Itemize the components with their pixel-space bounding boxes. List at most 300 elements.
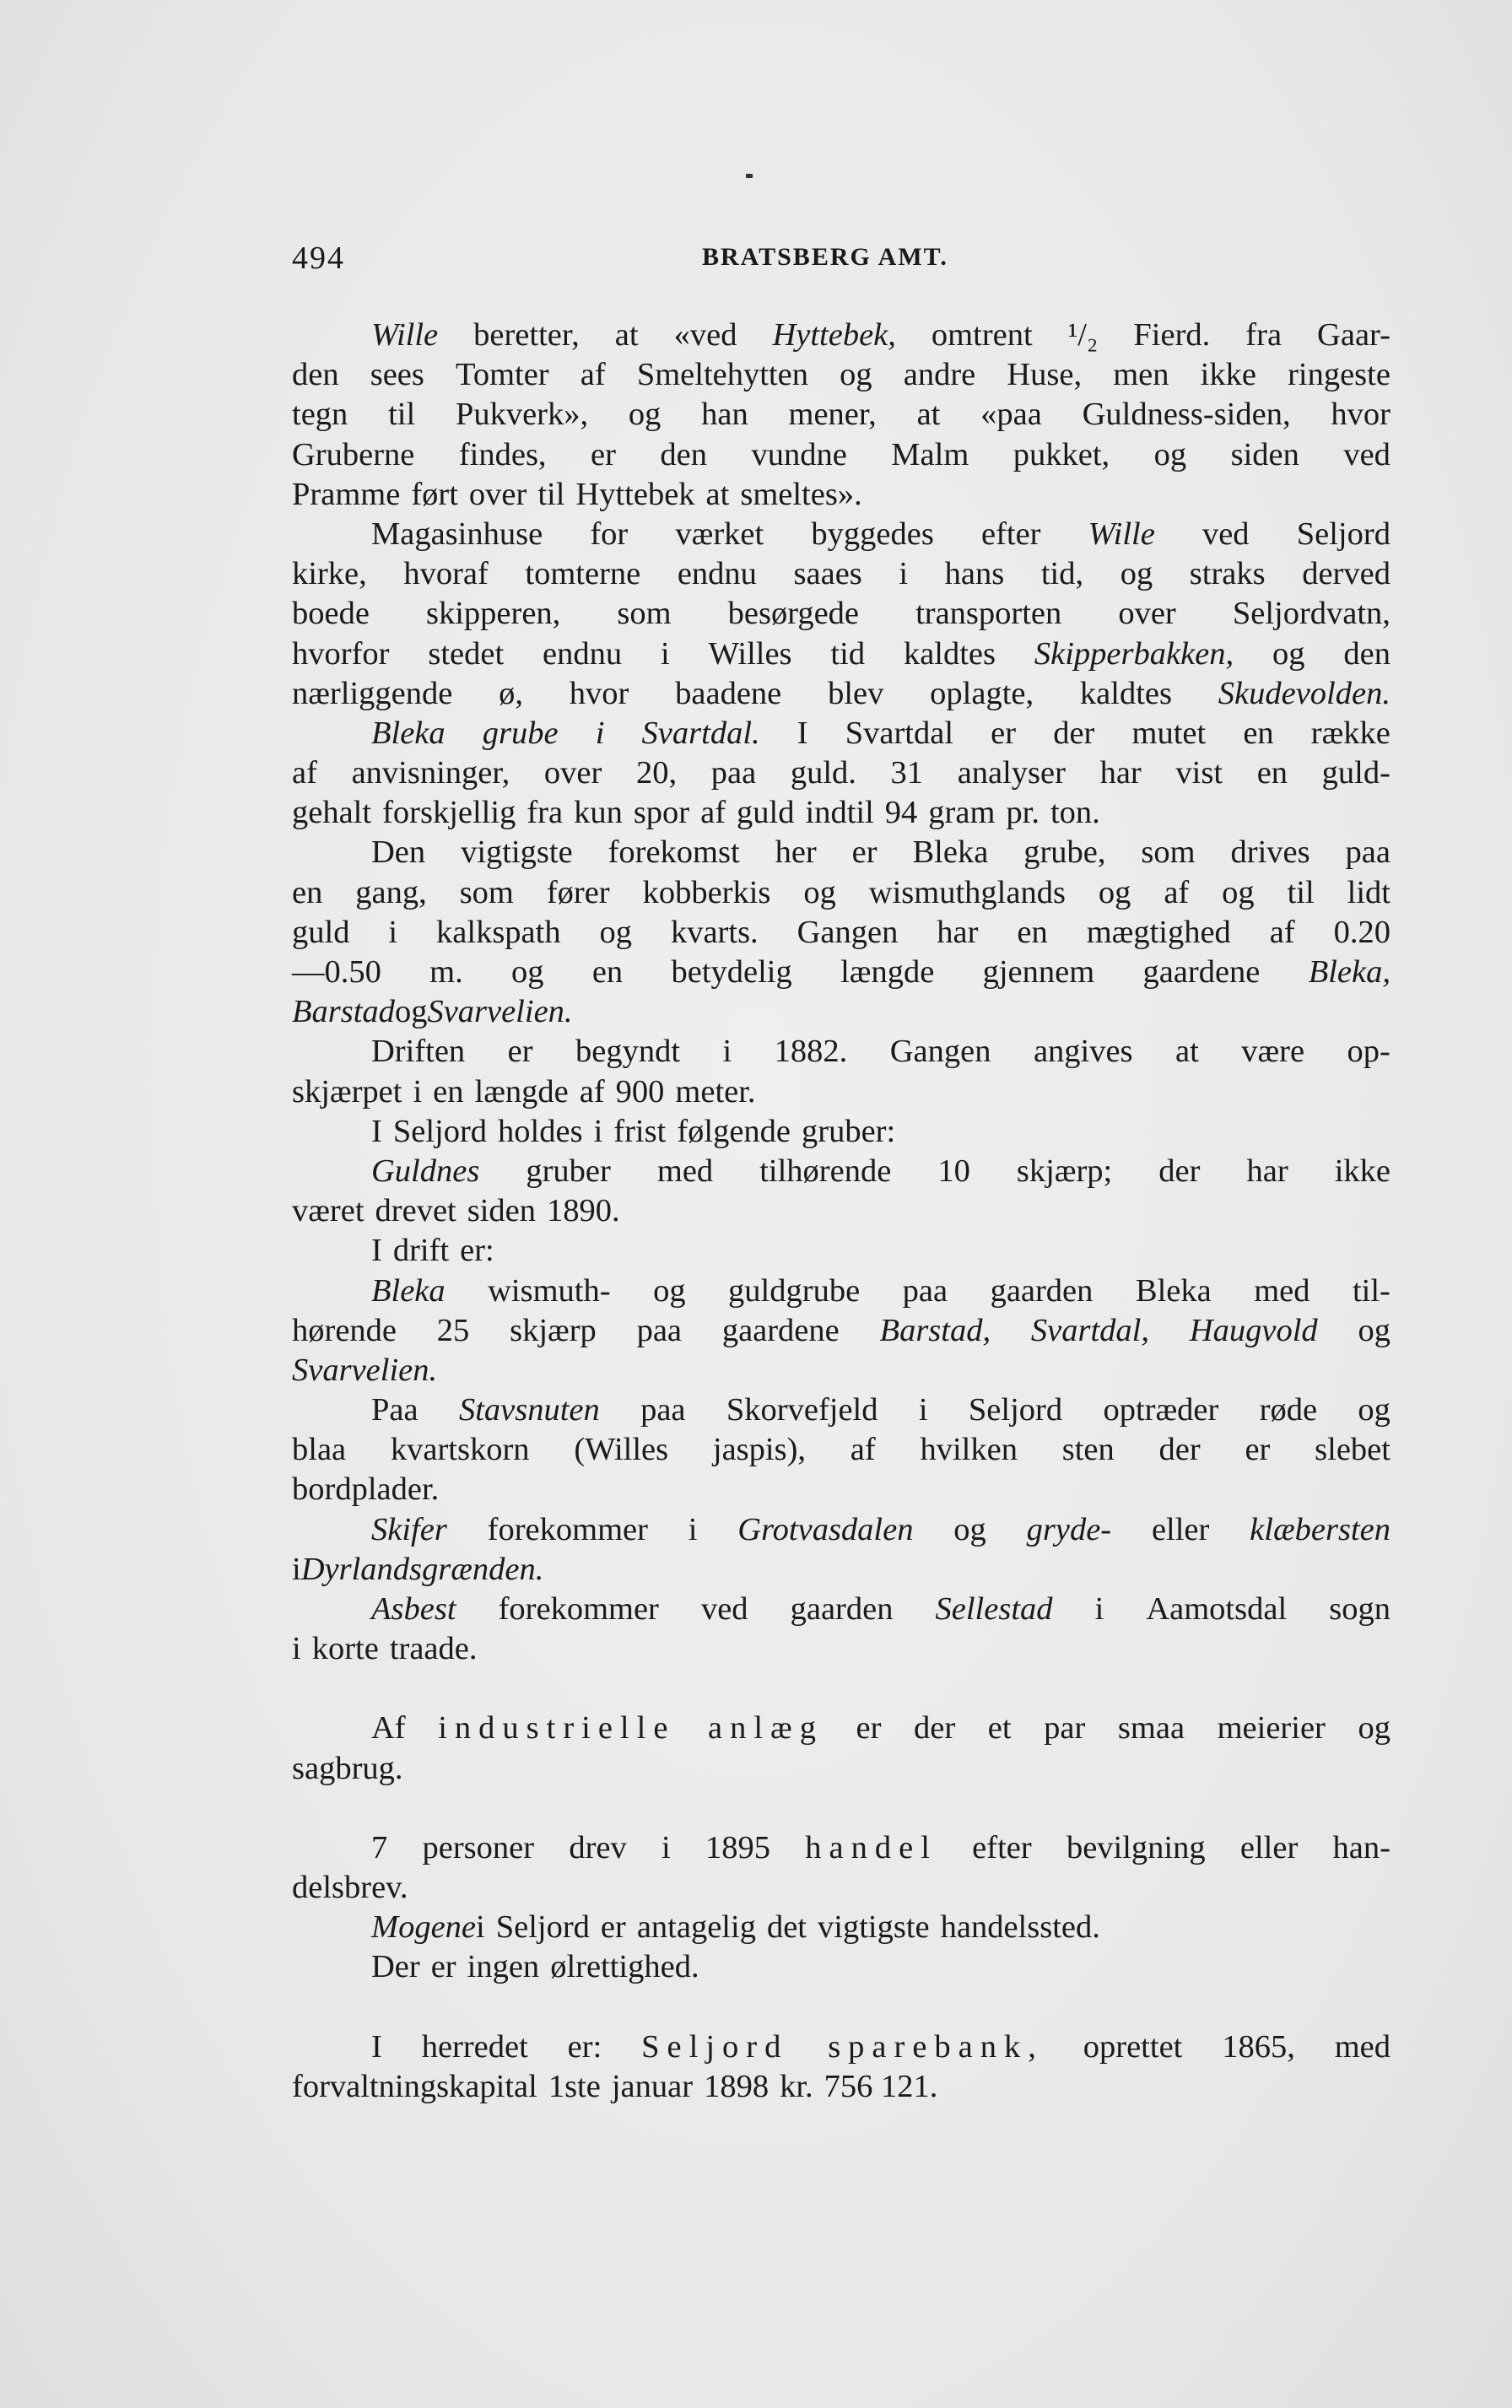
word: Fierd. xyxy=(1133,317,1211,353)
word: antagelig xyxy=(636,1909,756,1946)
word: været xyxy=(292,1193,364,1229)
word: en xyxy=(433,1073,464,1110)
word: guld xyxy=(737,795,795,831)
word: der xyxy=(1158,1153,1201,1189)
word: vigtigste xyxy=(461,834,573,871)
word: Aamotsdal xyxy=(1146,1591,1288,1627)
word: nærliggende xyxy=(292,675,453,711)
word: kirke, xyxy=(292,556,367,592)
text-line xyxy=(292,1311,1390,1351)
word: Magasinhuse xyxy=(371,516,543,552)
word: I xyxy=(371,2028,382,2065)
word: handel xyxy=(805,1829,937,1865)
word: er xyxy=(851,834,878,871)
word: hørende xyxy=(292,1312,397,1348)
text-line xyxy=(292,515,1390,554)
word: andre xyxy=(903,357,976,393)
word: og xyxy=(1272,635,1305,672)
word: ingen xyxy=(467,1949,540,1985)
word: derved xyxy=(1302,556,1390,592)
word: (Willes xyxy=(574,1432,669,1468)
word: fører xyxy=(546,874,610,910)
word: af xyxy=(700,795,726,831)
word: Wille xyxy=(371,317,439,353)
word: I xyxy=(371,1233,382,1269)
word: af xyxy=(850,1432,876,1468)
word: gryde- xyxy=(1026,1511,1112,1547)
word: Bleka xyxy=(371,715,446,751)
text-line xyxy=(292,475,1390,515)
word: jaspis), xyxy=(712,1432,807,1468)
word: beretter, xyxy=(473,317,580,353)
word: skjærp; xyxy=(1016,1153,1113,1189)
text-line xyxy=(292,1868,1390,1908)
word: gruber xyxy=(526,1153,611,1189)
word: er xyxy=(600,1909,626,1946)
word: Guldnes xyxy=(371,1153,480,1189)
word: paa xyxy=(710,755,757,791)
word: gjennem xyxy=(982,954,1095,990)
word: den xyxy=(1343,635,1390,672)
word: ø, xyxy=(499,675,523,711)
word: hvoraf xyxy=(403,556,489,592)
word: wismuth- xyxy=(488,1272,611,1309)
page-number: 494 xyxy=(292,240,345,276)
word: Af xyxy=(371,1710,406,1747)
word: 1890. xyxy=(547,1193,620,1229)
word: grube xyxy=(482,715,559,751)
word: og xyxy=(394,994,428,1030)
word: gaardene xyxy=(721,1312,840,1348)
word: Barstad, xyxy=(879,1312,991,1348)
word: personer xyxy=(422,1829,535,1865)
word: vundne xyxy=(751,436,847,472)
word: Seljord xyxy=(1296,516,1390,552)
word: guldgrube xyxy=(728,1272,861,1309)
word: og xyxy=(1358,1392,1390,1428)
text-line xyxy=(292,316,1390,355)
word: den xyxy=(660,436,708,472)
word: for xyxy=(590,516,629,552)
word: efter xyxy=(972,1829,1032,1865)
text-line xyxy=(292,753,1390,793)
word: Svartdal. xyxy=(641,715,760,751)
word: vist xyxy=(1175,755,1223,791)
word: «paa xyxy=(980,397,1042,433)
word: en xyxy=(1243,715,1274,751)
word: drevet xyxy=(375,1193,456,1229)
text-line xyxy=(292,913,1390,953)
word: holdes xyxy=(498,1113,583,1149)
word: har xyxy=(1246,1153,1288,1189)
text-line xyxy=(292,1470,1390,1509)
word: Bleka, xyxy=(1308,954,1390,990)
word: sees xyxy=(370,357,424,393)
text-line xyxy=(292,554,1390,594)
word: herredet xyxy=(421,2028,528,2065)
word: har xyxy=(1099,755,1142,791)
word: skjærpet xyxy=(292,1073,402,1110)
word: sten xyxy=(1061,1432,1115,1468)
word: ved xyxy=(1343,436,1390,472)
text-line xyxy=(292,1152,1390,1191)
word: Gruberne xyxy=(292,436,415,472)
word: tegn xyxy=(292,397,348,433)
word: af xyxy=(579,1073,605,1110)
text-line xyxy=(292,435,1390,475)
word: og xyxy=(1358,1710,1390,1747)
word: guld- xyxy=(1321,755,1390,791)
word: pukket, xyxy=(1012,436,1110,472)
word: over xyxy=(1118,596,1176,632)
word: forvaltningskapital xyxy=(292,2068,537,2104)
word: I xyxy=(371,1113,382,1149)
word: et xyxy=(987,1710,1012,1747)
word: forskjellig xyxy=(382,795,516,831)
word: fra xyxy=(1245,317,1282,353)
word: endnu xyxy=(677,556,757,592)
word: Dyrlandsgrænden. xyxy=(300,1551,544,1587)
word: optræder xyxy=(1103,1392,1219,1428)
word: over xyxy=(543,755,602,791)
word: ton. xyxy=(1050,795,1100,831)
word: frist xyxy=(613,1113,667,1149)
word: Driften xyxy=(371,1034,466,1070)
word: mægtighed xyxy=(1086,914,1231,950)
text-line xyxy=(292,1191,1390,1231)
word: Gangen xyxy=(796,914,899,950)
text-line xyxy=(292,1032,1390,1072)
word: efter xyxy=(980,516,1041,552)
word: anvisninger, xyxy=(351,755,510,791)
word: hvilken xyxy=(920,1432,1018,1468)
text-line xyxy=(292,953,1390,992)
word: boede xyxy=(292,596,370,632)
word: Smeltehytten xyxy=(636,357,808,393)
word: straks xyxy=(1189,556,1266,592)
word: ikke xyxy=(1200,357,1256,393)
word: ført xyxy=(411,476,458,512)
word: op- xyxy=(1347,1034,1390,1070)
paragraph-gap xyxy=(292,1789,1390,1828)
word: Grotvasdalen xyxy=(737,1511,914,1547)
word: er xyxy=(991,715,1017,751)
word: og xyxy=(1120,556,1153,592)
word: Haugvold xyxy=(1189,1312,1318,1348)
word: Skorvefjeld xyxy=(726,1392,878,1428)
word: kvarts. xyxy=(670,914,759,950)
word: blev xyxy=(828,675,884,711)
word: til xyxy=(388,397,416,433)
word: i xyxy=(388,914,398,950)
word: januar xyxy=(611,2068,694,2104)
word: Paa xyxy=(371,1392,418,1428)
word: som xyxy=(617,596,672,632)
word: af xyxy=(1269,914,1295,950)
word: og xyxy=(628,397,662,433)
word: en xyxy=(292,874,323,910)
word: fra xyxy=(526,795,564,831)
word: kr. xyxy=(780,2068,813,2104)
word: ikke xyxy=(1334,1153,1390,1189)
word: Sellestad xyxy=(935,1591,1053,1627)
word: Svartdal xyxy=(845,715,954,751)
word: tid xyxy=(830,635,866,672)
word: pr. xyxy=(1006,795,1040,831)
word: 20, xyxy=(635,755,678,791)
word: 900 xyxy=(615,1073,665,1110)
word: Bleka xyxy=(1135,1272,1212,1309)
word: tid, xyxy=(1040,556,1084,592)
word: skipperen, xyxy=(426,596,561,632)
word: Mogene xyxy=(371,1909,476,1946)
word: kvartskorn xyxy=(390,1432,530,1468)
word: der xyxy=(914,1710,956,1747)
word: wismuthglands xyxy=(868,874,1066,910)
page-header xyxy=(292,240,1389,280)
word: i xyxy=(688,1511,698,1547)
word: Den xyxy=(371,834,426,871)
word: mutet xyxy=(1131,715,1207,751)
word: er xyxy=(856,1710,882,1747)
word: forekommer xyxy=(498,1591,659,1627)
word: af xyxy=(1164,874,1190,910)
word: m. xyxy=(429,954,463,990)
word: saaes xyxy=(793,556,862,592)
word: spor xyxy=(633,795,690,831)
word: Seljord xyxy=(641,2028,789,2065)
word: kun xyxy=(574,795,623,831)
text-line xyxy=(292,634,1390,674)
word: at xyxy=(614,317,639,353)
word: guld xyxy=(292,914,350,950)
word: kobberkis xyxy=(642,874,771,910)
word: industrielle xyxy=(438,1710,676,1747)
word: som xyxy=(459,874,514,910)
word: Svarvelien. xyxy=(292,1352,438,1388)
word: sparebank, xyxy=(828,2028,1044,2065)
word: Guldness-siden, xyxy=(1082,397,1291,433)
text-line xyxy=(292,1749,1390,1789)
word: paa xyxy=(1345,834,1390,871)
word: gruber: xyxy=(802,1113,896,1149)
text-line xyxy=(292,1430,1390,1470)
word: er xyxy=(430,1949,456,1985)
word: af xyxy=(292,755,317,791)
word: ringeste xyxy=(1288,357,1390,393)
word: sogn xyxy=(1329,1591,1390,1627)
word: handelssted. xyxy=(940,1909,1100,1946)
word: længde xyxy=(840,954,935,990)
word: der xyxy=(1158,1432,1201,1468)
word: til- xyxy=(1352,1272,1390,1309)
word: og xyxy=(1222,874,1255,910)
word: 1ste xyxy=(548,2068,601,2104)
word: sagbrug. xyxy=(292,1750,403,1786)
word: Der xyxy=(371,1949,420,1985)
text-line xyxy=(292,992,1390,1032)
word: Svartdal, xyxy=(1030,1312,1149,1348)
word: en xyxy=(591,954,624,990)
word: at xyxy=(916,397,941,433)
word: lidt xyxy=(1347,874,1390,910)
word: Gaar- xyxy=(1317,317,1390,353)
word: Skipperbakken, xyxy=(1034,635,1234,672)
word: Wille xyxy=(1088,516,1155,552)
text-line xyxy=(292,395,1390,435)
word: har xyxy=(937,914,979,950)
word: baadene xyxy=(675,675,782,711)
word: Stavsnuten xyxy=(458,1392,600,1428)
word: med xyxy=(656,1153,714,1189)
word: række xyxy=(1310,715,1390,751)
word: findes, xyxy=(458,436,547,472)
word: ved xyxy=(700,1591,748,1627)
word: 31 xyxy=(890,755,924,791)
word: Bleka xyxy=(912,834,989,871)
word: en xyxy=(1017,914,1048,950)
print-mark xyxy=(746,174,753,178)
word: til xyxy=(537,476,565,512)
word: i xyxy=(899,556,909,592)
word: i xyxy=(595,715,605,751)
running-head: BRATSBERG AMT. xyxy=(702,243,948,271)
word: i xyxy=(662,1829,671,1865)
word: kaldtes xyxy=(903,635,996,672)
word: 10 xyxy=(937,1153,970,1189)
text-line xyxy=(292,793,1390,833)
word: i xyxy=(292,1551,301,1587)
word: I xyxy=(796,715,808,751)
word: være xyxy=(1241,1034,1305,1070)
word: han xyxy=(701,397,748,433)
text-line xyxy=(292,1709,1390,1748)
word: gaarden xyxy=(990,1272,1094,1309)
word: Willes xyxy=(708,635,792,672)
word: siden xyxy=(467,1193,537,1229)
text-line xyxy=(292,674,1390,714)
word: hvor xyxy=(569,675,629,711)
word: korte xyxy=(311,1631,379,1667)
word: traade. xyxy=(389,1631,478,1667)
word: 1865, xyxy=(1222,2028,1295,2065)
word: 1895 xyxy=(705,1829,770,1865)
text-line xyxy=(292,2067,1390,2107)
word: i xyxy=(476,1909,485,1946)
text-line xyxy=(292,1828,1390,1868)
word: eller xyxy=(1151,1511,1210,1547)
word: Skifer xyxy=(371,1511,447,1547)
word: forekommer xyxy=(487,1511,648,1547)
text-line xyxy=(292,594,1390,634)
word: den xyxy=(292,357,339,393)
word: til xyxy=(1287,874,1315,910)
word: meter. xyxy=(675,1073,756,1110)
word: stedet xyxy=(428,635,505,672)
word: og xyxy=(599,914,633,950)
word: over xyxy=(468,476,527,512)
word: angives xyxy=(1033,1034,1133,1070)
word: omtrent xyxy=(931,317,1033,353)
word: mener, xyxy=(788,397,877,433)
text-line xyxy=(292,1112,1390,1152)
text-line xyxy=(292,1947,1390,1987)
word: og xyxy=(840,357,872,393)
word: Seljord xyxy=(495,1909,590,1946)
word: og xyxy=(511,954,544,990)
word: med xyxy=(1334,2028,1390,2065)
word: af xyxy=(580,357,606,393)
word: betydelig xyxy=(671,954,792,990)
word: guld. xyxy=(790,755,856,791)
paragraph-gap xyxy=(292,1988,1390,2027)
word: hvorfor xyxy=(292,635,390,672)
word: ¹/₂ xyxy=(1067,317,1099,353)
word: er xyxy=(507,1034,533,1070)
word: hvor xyxy=(1331,397,1390,433)
word: og xyxy=(803,874,836,910)
word: 94 xyxy=(884,795,918,831)
text-line xyxy=(292,833,1390,872)
word: og xyxy=(653,1272,686,1309)
text-line xyxy=(292,1390,1390,1430)
word: Seljord xyxy=(968,1392,1063,1428)
word: Gangen xyxy=(889,1034,991,1070)
text-line xyxy=(292,873,1390,913)
word: meierier xyxy=(1217,1710,1326,1747)
word: ølrettighed. xyxy=(550,1949,699,1985)
word: Seljord xyxy=(392,1113,488,1149)
word: paa xyxy=(640,1392,686,1428)
word: der xyxy=(1053,715,1095,751)
word: ved xyxy=(1202,516,1250,552)
text-line xyxy=(292,1231,1390,1271)
word: oprettet xyxy=(1083,2028,1183,2065)
word: er: xyxy=(460,1233,494,1269)
body-text xyxy=(292,316,1390,2107)
word: Bleka xyxy=(371,1272,446,1309)
text-line xyxy=(292,1908,1390,1947)
word: værket xyxy=(675,516,764,552)
word: blaa xyxy=(292,1432,347,1468)
word: det xyxy=(766,1909,807,1946)
word: oplagte, xyxy=(930,675,1034,711)
word: med xyxy=(1254,1272,1310,1309)
word: Pukverk», xyxy=(455,397,589,433)
word: tomterne xyxy=(525,556,641,592)
word: og xyxy=(953,1511,986,1547)
word: Huse, xyxy=(1007,357,1083,393)
text-line xyxy=(292,1351,1390,1390)
word: forekomst xyxy=(608,834,740,871)
word: klæbersten xyxy=(1250,1511,1390,1547)
word: gaarden xyxy=(790,1591,894,1627)
word: byggedes xyxy=(811,516,934,552)
word: bordplader. xyxy=(292,1471,440,1508)
word: 7 xyxy=(371,1829,388,1865)
word: Pramme xyxy=(292,476,401,512)
word: Barstad xyxy=(292,994,395,1030)
word: og xyxy=(1153,436,1187,472)
word: analyser xyxy=(957,755,1066,791)
word: smaa xyxy=(1117,1710,1185,1747)
word: besørgede xyxy=(727,596,859,632)
word: skjærp xyxy=(510,1312,597,1348)
word: paa xyxy=(902,1272,948,1309)
word: i xyxy=(593,1113,603,1149)
word: Skudevolden. xyxy=(1218,675,1390,711)
text-line xyxy=(292,1271,1390,1311)
